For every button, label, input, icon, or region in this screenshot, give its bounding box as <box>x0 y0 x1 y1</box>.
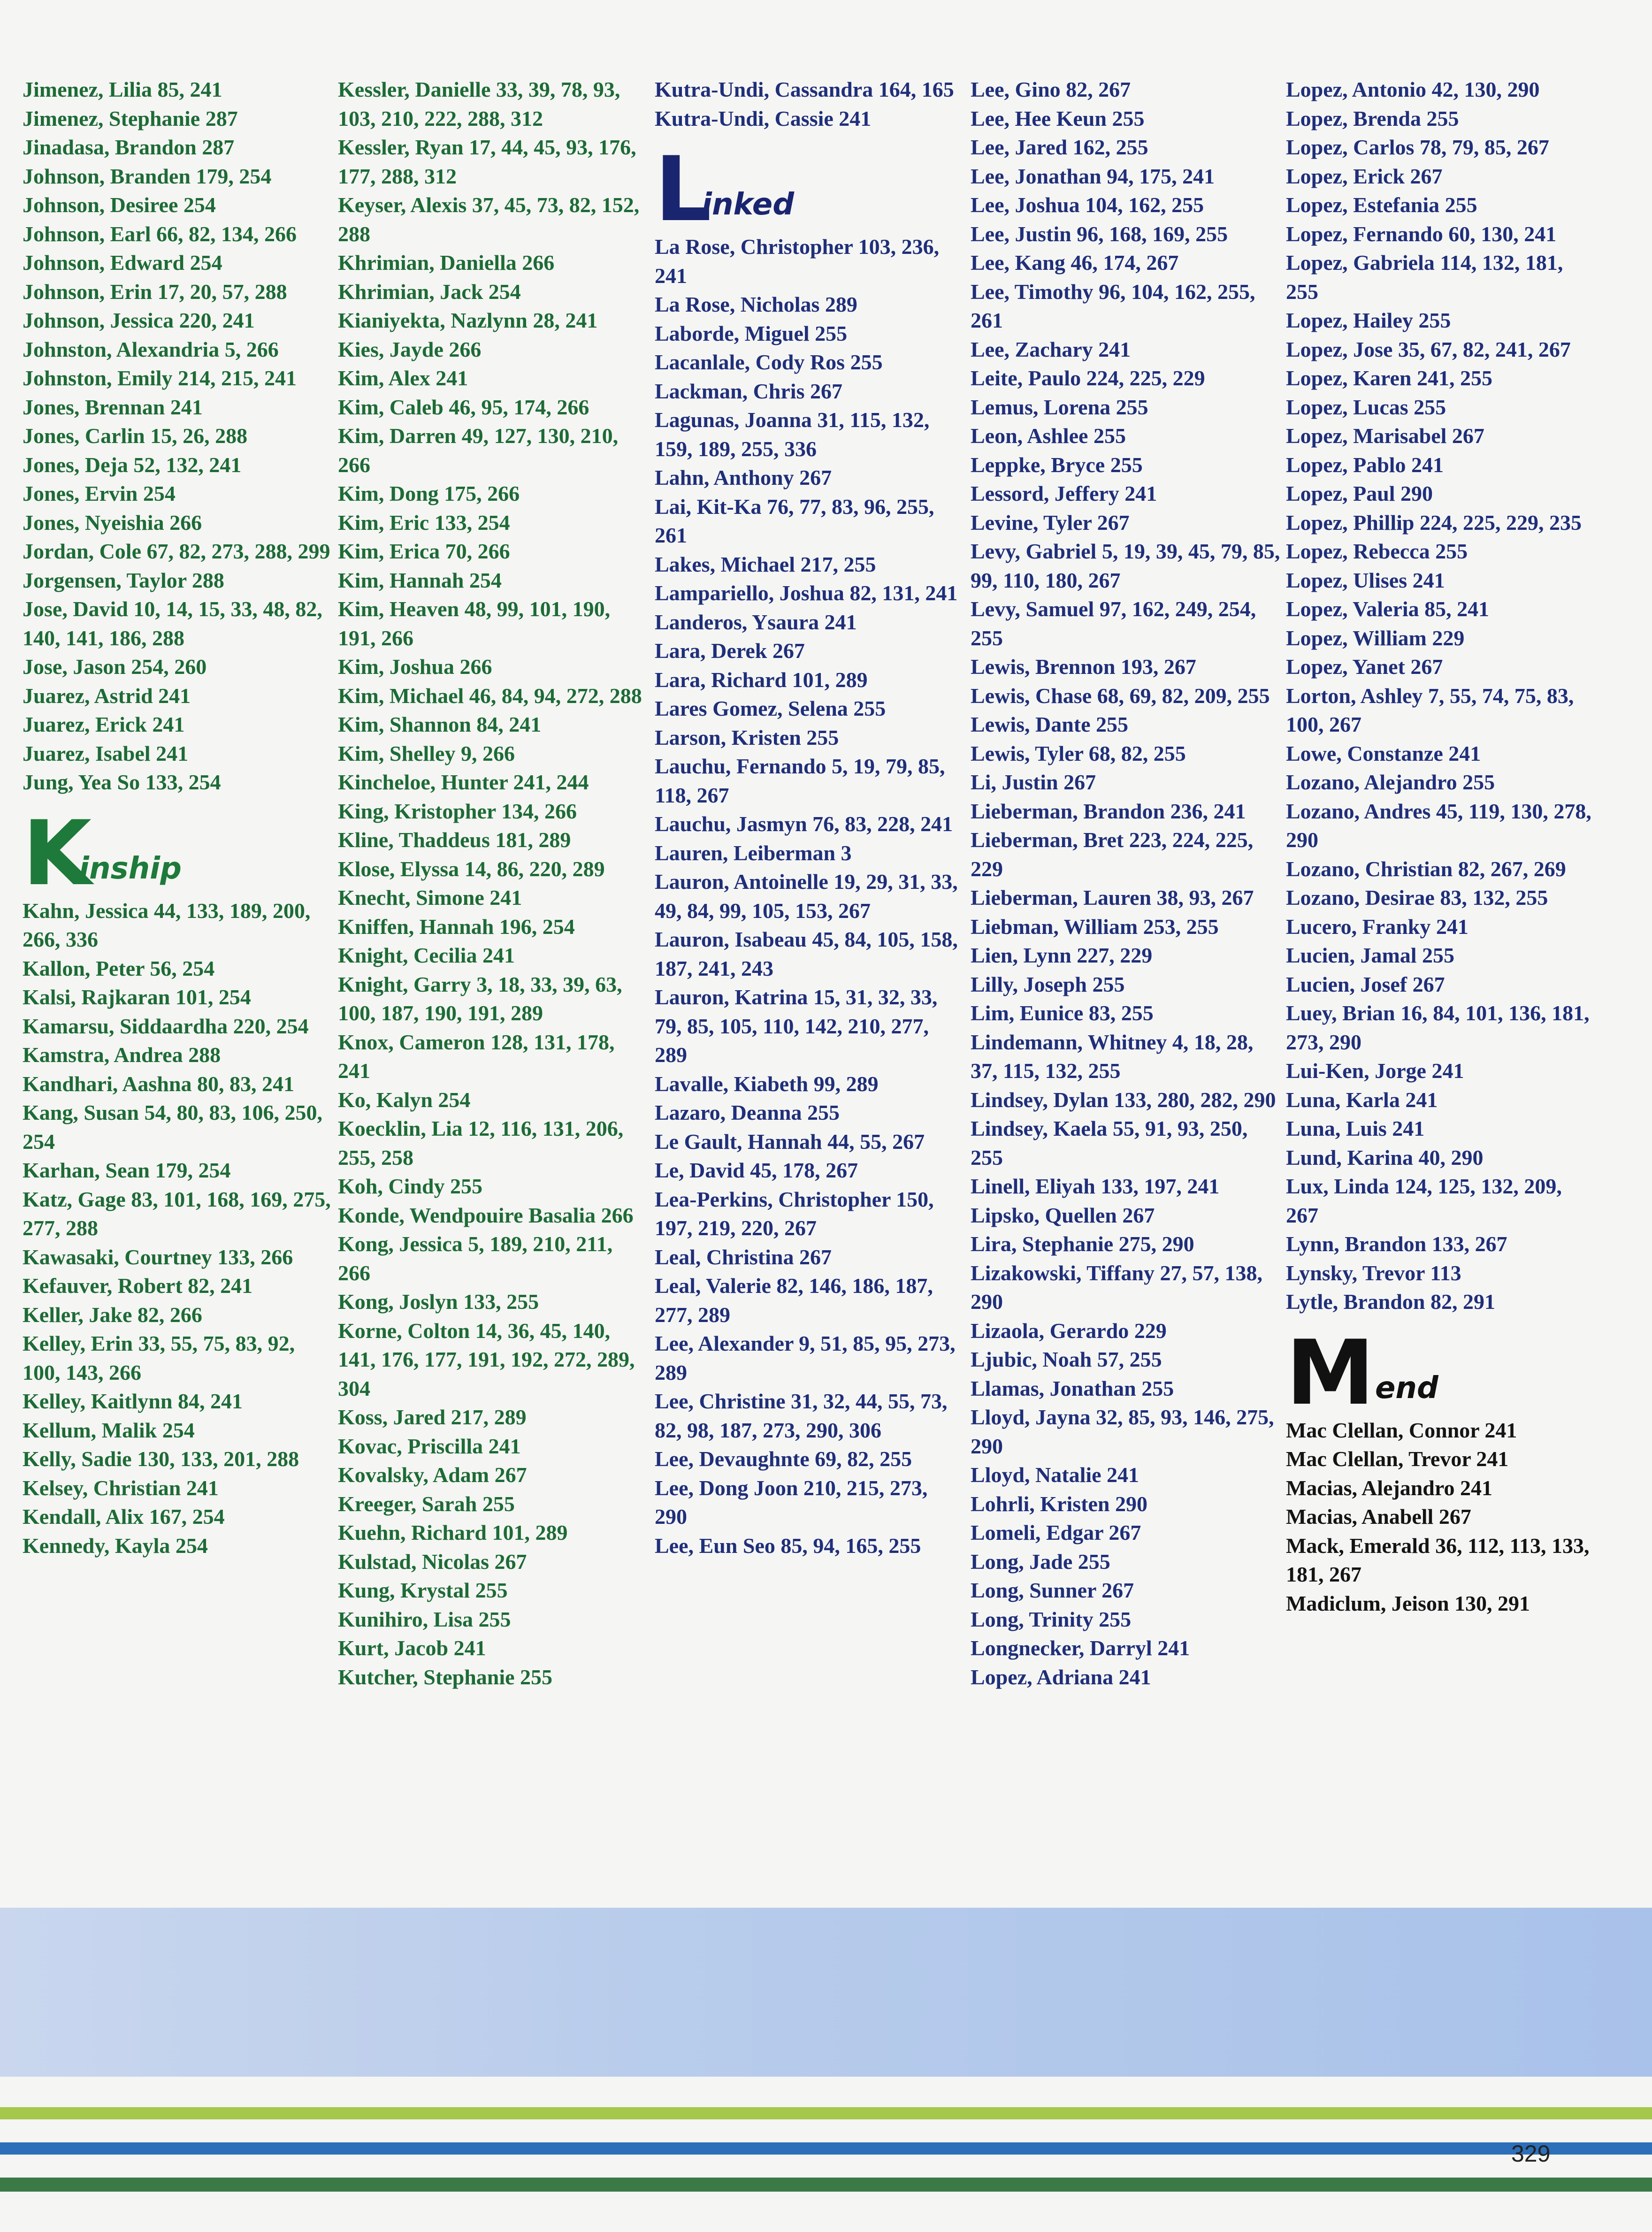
index-entry: Lui-Ken, Jorge 241 <box>1286 1059 1464 1083</box>
index-entry: Lopez, Valeria 85, 241 <box>1286 597 1490 621</box>
index-entry: Lucien, Jamal 255 <box>1286 943 1455 967</box>
index-entry: Lopez, Rebecca 255 <box>1286 539 1468 563</box>
index-entry: Koss, Jared 217, 289 <box>338 1405 527 1429</box>
index-entry: Kurt, Jacob 241 <box>338 1636 486 1660</box>
section-letter: L <box>655 138 712 241</box>
index-entry: Kim, Shelley 9, 266 <box>338 741 515 765</box>
index-entry: Lee, Eun Seo 85, 94, 165, 255 <box>655 1533 921 1558</box>
index-entry: Johnson, Jessica 220, 241 <box>23 308 255 332</box>
index-entry: Leal, Valerie 82, 146, 186, 187, 277, 289 <box>655 1274 933 1327</box>
index-entry: Linell, Eliyah 133, 197, 241 <box>971 1174 1220 1198</box>
index-entry: Kniffen, Hannah 196, 254 <box>338 914 575 939</box>
index-entry: Lytle, Brandon 82, 291 <box>1286 1290 1496 1314</box>
index-entry: Lee, Alexander 9, 51, 85, 95, 273, 289 <box>655 1331 956 1384</box>
index-entry: Lomeli, Edgar 267 <box>971 1521 1141 1544</box>
index-entry: Kim, Hannah 254 <box>338 568 502 592</box>
index-entry: Lacanlale, Cody Ros 255 <box>655 350 883 374</box>
index-entry: Lopez, Marisabel 267 <box>1286 424 1484 448</box>
index-entry: Levy, Gabriel 5, 19, 39, 45, 79, 85, 99, 110, 180, 267 <box>971 539 1280 592</box>
index-entry: Lee, Timothy 96, 104, 162, 255, 261 <box>971 279 1255 332</box>
section-heading-m <box>1286 1321 1596 1425</box>
index-entry: Lloyd, Natalie 241 <box>971 1463 1140 1487</box>
index-entry: Madiclum, Jeison 130, 291 <box>1286 1591 1530 1615</box>
index-entry: Kennedy, Kayla 254 <box>23 1533 208 1558</box>
index-entry: Kulstad, Nicolas 267 <box>338 1549 527 1574</box>
index-entry: Leppke, Bryce 255 <box>971 452 1143 477</box>
index-entry: Lopez, Karen 241, 255 <box>1286 366 1492 390</box>
index-entry: Lorton, Ashley 7, 55, 74, 75, 83, 100, 267 <box>1286 683 1574 736</box>
index-entry: Jones, Deja 52, 132, 241 <box>23 452 242 477</box>
index-entry: Kong, Joslyn 133, 255 <box>338 1290 539 1314</box>
index-entry: Jorgensen, Taylor 288 <box>23 568 224 592</box>
index-entry: Lopez, Fernando 60, 130, 241 <box>1286 222 1557 246</box>
index-entry: Kim, Darren 49, 127, 130, 210, 266 <box>338 424 619 477</box>
footer-stripe-green <box>0 2107 1652 2119</box>
index-entry: Leon, Ashlee 255 <box>971 424 1126 448</box>
index-entry: Lauron, Katrina 15, 31, 32, 33, 79, 85, 105, 110, 142, 210, 277, 289 <box>655 985 938 1067</box>
index-entry: Lopez, Lucas 255 <box>1286 395 1446 419</box>
index-entry: Lopez, Adriana 241 <box>971 1665 1151 1689</box>
index-entry: Konde, Wendpouire Basalia 266 <box>338 1203 634 1227</box>
index-entry: Lauron, Antoinelle 19, 29, 31, 33, 49, 84, 99, 105, 153, 267 <box>655 870 958 923</box>
section-word: inked <box>702 187 794 222</box>
index-entry: Kies, Jayde 266 <box>338 337 482 361</box>
index-entry: Lauren, Leiberman 3 <box>655 841 852 865</box>
section-heading-l <box>655 138 964 241</box>
index-entry: Jimenez, Stephanie 287 <box>23 106 238 130</box>
index-entry: Lira, Stephanie 275, 290 <box>971 1232 1194 1256</box>
index-entry: Lopez, Antonio 42, 130, 290 <box>1286 77 1540 101</box>
index-entry: Kessler, Ryan 17, 44, 45, 93, 176, 177, 288, 312 <box>338 135 636 188</box>
entry-list <box>1286 75 1596 1316</box>
index-entry: Leite, Paulo 224, 225, 229 <box>971 366 1205 390</box>
index-entry: Lopez, Estefania 255 <box>1286 193 1477 217</box>
index-entry: Lynn, Brandon 133, 267 <box>1286 1232 1507 1256</box>
index-entry: Lakes, Michael 217, 255 <box>655 552 876 576</box>
index-entry: Lozano, Desirae 83, 132, 255 <box>1286 886 1548 910</box>
index-entry: Kim, Alex 241 <box>338 366 468 390</box>
index-entry: Kovalsky, Adam 267 <box>338 1463 527 1487</box>
index-entry: Lieberman, Bret 223, 224, 225, 229 <box>971 828 1254 881</box>
index-entry: Lee, Christine 31, 32, 44, 55, 73, 82, 98, 187, 273, 290, 306 <box>655 1389 948 1442</box>
index-entry: King, Kristopher 134, 266 <box>338 799 577 823</box>
index-entry: Jordan, Cole 67, 82, 273, 288, 299 <box>23 539 330 563</box>
index-entry: Kalsi, Rajkaran 101, 254 <box>23 985 251 1009</box>
index-entry: Johnson, Branden 179, 254 <box>23 164 272 188</box>
index-entry: Koh, Cindy 255 <box>338 1174 483 1198</box>
index-entry: Kendall, Alix 167, 254 <box>23 1505 225 1529</box>
index-entry: Kuehn, Richard 101, 289 <box>338 1521 568 1544</box>
index-entry: Kang, Susan 54, 80, 83, 106, 250, 254 <box>23 1101 323 1154</box>
index-entry: Lopez, Paul 290 <box>1286 482 1433 505</box>
index-entry: Mack, Emerald 36, 112, 113, 133, 181, 267 <box>1286 1533 1590 1586</box>
index-entry: Levine, Tyler 267 <box>971 510 1130 535</box>
index-entry: Lee, Justin 96, 168, 169, 255 <box>971 222 1228 246</box>
index-entry: Lampariello, Joshua 82, 131, 241 <box>655 581 958 605</box>
index-entry: Knecht, Simone 241 <box>338 886 522 910</box>
index-entry: Macias, Alejandro 241 <box>1286 1475 1492 1500</box>
index-entry: Kelley, Kaitlynn 84, 241 <box>23 1389 243 1413</box>
index-entry: Karhan, Sean 179, 254 <box>23 1158 231 1182</box>
entry-list <box>655 232 964 1560</box>
index-entry: Kelsey, Christian 241 <box>23 1475 219 1500</box>
index-entry: Lauchu, Jasmyn 76, 83, 228, 241 <box>655 812 953 836</box>
index-entry: Lux, Linda 124, 125, 132, 209, 267 <box>1286 1174 1562 1227</box>
index-entry: Lieberman, Lauren 38, 93, 267 <box>971 886 1254 910</box>
index-entry: Knight, Cecilia 241 <box>338 943 515 967</box>
index-entry: Le, David 45, 178, 267 <box>655 1158 858 1182</box>
index-entry: Kim, Caleb 46, 95, 174, 266 <box>338 395 589 419</box>
index-entry: Lilly, Joseph 255 <box>971 972 1125 996</box>
index-entry: Lipsko, Quellen 267 <box>971 1203 1155 1227</box>
index-entry: Kefauver, Robert 82, 241 <box>23 1274 253 1298</box>
index-entry: Lee, Dong Joon 210, 215, 273, 290 <box>655 1475 928 1529</box>
index-entry: Jimenez, Lilia 85, 241 <box>23 77 222 101</box>
index-entry: Luna, Luis 241 <box>1286 1116 1425 1140</box>
index-entry: Lizakowski, Tiffany 27, 57, 138, 290 <box>971 1261 1262 1314</box>
index-entry: Mac Clellan, Connor 241 <box>1286 1418 1517 1442</box>
index-entry: Jones, Ervin 254 <box>23 482 176 505</box>
index-entry: Lauchu, Fernando 5, 19, 79, 85, 118, 267 <box>655 754 945 807</box>
index-entry: Lozano, Christian 82, 267, 269 <box>1286 856 1566 881</box>
index-entry: Lai, Kit-Ka 76, 77, 83, 96, 255, 261 <box>655 494 934 547</box>
index-entry: Kim, Joshua 266 <box>338 655 492 679</box>
index-entry: Jung, Yea So 133, 254 <box>23 770 221 794</box>
index-entry: Lee, Gino 82, 267 <box>971 77 1131 101</box>
index-entry: Lopez, Gabriela 114, 132, 181, 255 <box>1286 251 1563 304</box>
index-entry: Kamstra, Andrea 288 <box>23 1043 221 1067</box>
index-entry: Johnson, Edward 254 <box>23 251 222 275</box>
index-entry: Kim, Dong 175, 266 <box>338 482 520 505</box>
index-entry: Lewis, Dante 255 <box>971 712 1129 736</box>
index-entry: Lessord, Jeffery 241 <box>971 482 1157 505</box>
index-entry: Juarez, Astrid 241 <box>23 683 191 708</box>
index-entry: Lopez, Brenda 255 <box>1286 106 1459 130</box>
section-letter: M <box>1286 1321 1375 1425</box>
index-entry: Lund, Karina 40, 290 <box>1286 1145 1484 1170</box>
index-entry: Kovac, Priscilla 241 <box>338 1434 521 1458</box>
index-entry: Jones, Nyeishia 266 <box>23 510 202 535</box>
index-entry: Jose, Jason 254, 260 <box>23 655 207 679</box>
index-entry: Lauron, Isabeau 45, 84, 105, 158, 187, 241, 243 <box>655 927 958 980</box>
index-entry: Koecklin, Lia 12, 116, 131, 206, 255, 258 <box>338 1116 624 1170</box>
index-entry: La Rose, Nicholas 289 <box>655 292 857 316</box>
entry-list <box>1286 1416 1596 1618</box>
index-entry: Johnston, Alexandria 5, 266 <box>23 337 279 361</box>
index-entry: Ljubic, Noah 57, 255 <box>971 1347 1162 1371</box>
index-entry: Macias, Anabell 267 <box>1286 1505 1471 1529</box>
index-entry: Keller, Jake 82, 266 <box>23 1302 202 1327</box>
index-entry: Lewis, Chase 68, 69, 82, 209, 255 <box>971 683 1270 708</box>
index-column-4 <box>971 75 1280 1691</box>
index-entry: Katz, Gage 83, 101, 168, 169, 275, 277, 288 <box>23 1187 331 1240</box>
index-entry: Lopez, Erick 267 <box>1286 164 1443 188</box>
index-entry: Johnston, Emily 214, 215, 241 <box>23 366 297 390</box>
index-entry: Kline, Thaddeus 181, 289 <box>338 828 571 852</box>
index-column-3 <box>655 75 964 1560</box>
index-entry: Kim, Erica 70, 266 <box>338 539 510 563</box>
index-entry: Lucero, Franky 241 <box>1286 914 1468 939</box>
index-entry: Lee, Zachary 241 <box>971 337 1131 361</box>
index-entry: Lohrli, Kristen 290 <box>971 1491 1147 1516</box>
index-entry: Lowe, Constanze 241 <box>1286 741 1481 765</box>
index-entry: Lindsey, Dylan 133, 280, 282, 290 <box>971 1087 1276 1112</box>
index-entry: Kung, Krystal 255 <box>338 1578 508 1602</box>
entry-list <box>971 75 1280 1691</box>
index-entry: Kallon, Peter 56, 254 <box>23 956 215 980</box>
index-entry: Jose, David 10, 14, 15, 33, 48, 82, 140, 141, 186, 288 <box>23 597 322 650</box>
index-entry: Lynsky, Trevor 113 <box>1286 1261 1461 1285</box>
index-entry: Landeros, Ysaura 241 <box>655 610 857 634</box>
index-entry: Kessler, Danielle 33, 39, 78, 93, 103, 210, 222, 288, 312 <box>338 77 620 130</box>
index-entry: Kutcher, Stephanie 255 <box>338 1665 553 1689</box>
entry-list <box>338 75 648 1691</box>
index-entry: Lopez, William 229 <box>1286 626 1465 650</box>
footer-band <box>0 1908 1652 2077</box>
index-entry: Lares Gomez, Selena 255 <box>655 696 886 720</box>
index-entry: Jones, Brennan 241 <box>23 395 203 419</box>
index-entry: Lara, Derek 267 <box>655 639 805 663</box>
entry-list <box>655 75 964 133</box>
index-column-5 <box>1286 75 1596 1618</box>
section-word: end <box>1375 1370 1438 1406</box>
index-column-2 <box>338 75 648 1691</box>
index-entry: Kim, Michael 46, 84, 94, 272, 288 <box>338 683 642 708</box>
index-entry: Lozano, Andres 45, 119, 130, 278, 290 <box>1286 799 1591 852</box>
entry-list <box>23 75 332 797</box>
index-entry: Llamas, Jonathan 255 <box>971 1376 1174 1400</box>
index-entry: Keyser, Alexis 37, 45, 73, 82, 152, 288 <box>338 193 640 246</box>
index-entry: Lucien, Josef 267 <box>1286 972 1445 996</box>
index-entry: Lahn, Anthony 267 <box>655 466 832 489</box>
index-entry: Kahn, Jessica 44, 133, 189, 200, 266, 336 <box>23 898 311 951</box>
index-entry: Kellum, Malik 254 <box>23 1418 195 1442</box>
index-entry: Kincheloe, Hunter 241, 244 <box>338 770 589 794</box>
index-entry: Long, Trinity 255 <box>971 1607 1132 1631</box>
index-entry: Lewis, Brennon 193, 267 <box>971 655 1196 679</box>
index-entry: Luey, Brian 16, 84, 101, 136, 181, 273, 290 <box>1286 1001 1590 1054</box>
index-entry: Lozano, Alejandro 255 <box>1286 770 1495 794</box>
index-entry: Lopez, Yanet 267 <box>1286 655 1443 679</box>
index-entry: Lavalle, Kiabeth 99, 289 <box>655 1071 879 1096</box>
index-entry: Kawasaki, Courtney 133, 266 <box>23 1245 293 1269</box>
index-entry: Lee, Jared 162, 255 <box>971 135 1148 159</box>
index-entry: Lee, Devaughnte 69, 82, 255 <box>655 1447 912 1471</box>
index-entry: Lazaro, Deanna 255 <box>655 1101 840 1124</box>
index-entry: Li, Justin 267 <box>971 770 1096 794</box>
index-entry: Khrimian, Daniella 266 <box>338 251 555 275</box>
index-entry: Lopez, Pablo 241 <box>1286 452 1444 477</box>
index-entry: Juarez, Isabel 241 <box>23 741 189 765</box>
index-entry: Knox, Cameron 128, 131, 178, 241 <box>338 1030 615 1083</box>
index-entry: Korne, Colton 14, 36, 45, 140, 141, 176, 177, 191, 192, 272, 289, 304 <box>338 1318 635 1400</box>
index-entry: La Rose, Christopher 103, 236, 241 <box>655 235 940 288</box>
index-entry: Lopez, Phillip 224, 225, 229, 235 <box>1286 510 1582 535</box>
footer-stripe-dark-green <box>0 2178 1652 2192</box>
index-entry: Long, Sunner 267 <box>971 1578 1134 1602</box>
index-entry: Kim, Heaven 48, 99, 101, 190, 191, 266 <box>338 597 611 650</box>
index-entry: Lopez, Jose 35, 67, 82, 241, 267 <box>1286 337 1571 361</box>
footer-stripe-blue <box>0 2142 1652 2155</box>
section-heading-k <box>23 801 332 905</box>
index-entry: Lieberman, Brandon 236, 241 <box>971 799 1246 823</box>
index-entry: Larson, Kristen 255 <box>655 725 839 749</box>
index-entry: Lagunas, Joanna 31, 115, 132, 159, 189, 255, 336 <box>655 408 930 461</box>
index-entry: Lemus, Lorena 255 <box>971 395 1148 419</box>
index-entry: Le Gault, Hannah 44, 55, 267 <box>655 1129 925 1154</box>
page-number: 329 <box>1511 2140 1551 2167</box>
entry-list <box>23 896 332 1560</box>
index-entry: Lloyd, Jayna 32, 85, 93, 146, 275, 290 <box>971 1405 1274 1458</box>
index-entry: Long, Jade 255 <box>971 1549 1110 1574</box>
index-entry: Lea-Perkins, Christopher 150, 197, 219, 220, 267 <box>655 1187 934 1240</box>
index-entry: Kunihiro, Lisa 255 <box>338 1607 511 1631</box>
index-entry: Lim, Eunice 83, 255 <box>971 1001 1154 1025</box>
index-entry: Lee, Jonathan 94, 175, 241 <box>971 164 1215 188</box>
index-column-1 <box>23 75 332 1560</box>
index-entry: Laborde, Miguel 255 <box>655 321 848 345</box>
index-entry: Kim, Eric 133, 254 <box>338 510 510 535</box>
index-entry: Klose, Elyssa 14, 86, 220, 289 <box>338 856 605 881</box>
index-entry: Johnson, Erin 17, 20, 57, 288 <box>23 279 287 304</box>
index-entry: Knight, Garry 3, 18, 33, 39, 63, 100, 187, 190, 191, 289 <box>338 972 622 1025</box>
section-letter: K <box>23 801 92 905</box>
index-entry: Lewis, Tyler 68, 82, 255 <box>971 741 1186 765</box>
index-entry: Lindsey, Kaela 55, 91, 93, 250, 255 <box>971 1116 1248 1170</box>
index-entry: Lopez, Carlos 78, 79, 85, 267 <box>1286 135 1549 159</box>
index-entry: Lackman, Chris 267 <box>655 379 842 403</box>
index-entry: Lopez, Hailey 255 <box>1286 308 1451 332</box>
index-entry: Kong, Jessica 5, 189, 210, 211, 266 <box>338 1232 613 1285</box>
index-entry: Kianiyekta, Nazlynn 28, 241 <box>338 308 598 332</box>
index-entry: Johnson, Desiree 254 <box>23 193 216 217</box>
index-entry: Khrimian, Jack 254 <box>338 279 521 304</box>
index-entry: Kamarsu, Siddaardha 220, 254 <box>23 1014 309 1038</box>
index-entry: Lee, Joshua 104, 162, 255 <box>971 193 1204 217</box>
index-entry: Lee, Kang 46, 174, 267 <box>971 251 1179 275</box>
index-entry: Kim, Shannon 84, 241 <box>338 712 542 736</box>
index-entry: Lindemann, Whitney 4, 18, 28, 37, 115, 132, 255 <box>971 1030 1254 1083</box>
index-entry: Kelly, Sadie 130, 133, 201, 288 <box>23 1447 299 1471</box>
index-entry: Ko, Kalyn 254 <box>338 1087 471 1112</box>
index-entry: Lopez, Ulises 241 <box>1286 568 1445 592</box>
index-entry: Lee, Hee Keun 255 <box>971 106 1145 130</box>
index-entry: Luna, Karla 241 <box>1286 1087 1438 1112</box>
index-entry: Levy, Samuel 97, 162, 249, 254, 255 <box>971 597 1256 650</box>
index-entry: Kutra-Undi, Cassandra 164, 165 <box>655 77 954 101</box>
index-entry: Leal, Christina 267 <box>655 1245 832 1269</box>
index-entry: Kreeger, Sarah 255 <box>338 1491 515 1516</box>
index-entry: Jinadasa, Brandon 287 <box>23 135 235 159</box>
index-entry: Kelley, Erin 33, 55, 75, 83, 92, 100, 143, 266 <box>23 1331 295 1384</box>
section-word: inship <box>79 851 182 886</box>
index-entry: Liebman, William 253, 255 <box>971 914 1219 939</box>
index-entry: Johnson, Earl 66, 82, 134, 266 <box>23 222 297 246</box>
index-entry: Longnecker, Darryl 241 <box>971 1636 1190 1660</box>
index-entry: Kutra-Undi, Cassie 241 <box>655 106 872 130</box>
index-entry: Juarez, Erick 241 <box>23 712 185 736</box>
index-entry: Mac Clellan, Trevor 241 <box>1286 1447 1509 1471</box>
index-entry: Lizaola, Gerardo 229 <box>971 1318 1167 1343</box>
index-entry: Lien, Lynn 227, 229 <box>971 943 1153 967</box>
index-entry: Lara, Richard 101, 289 <box>655 667 868 692</box>
index-entry: Jones, Carlin 15, 26, 288 <box>23 424 248 448</box>
index-entry: Kandhari, Aashna 80, 83, 241 <box>23 1071 294 1096</box>
